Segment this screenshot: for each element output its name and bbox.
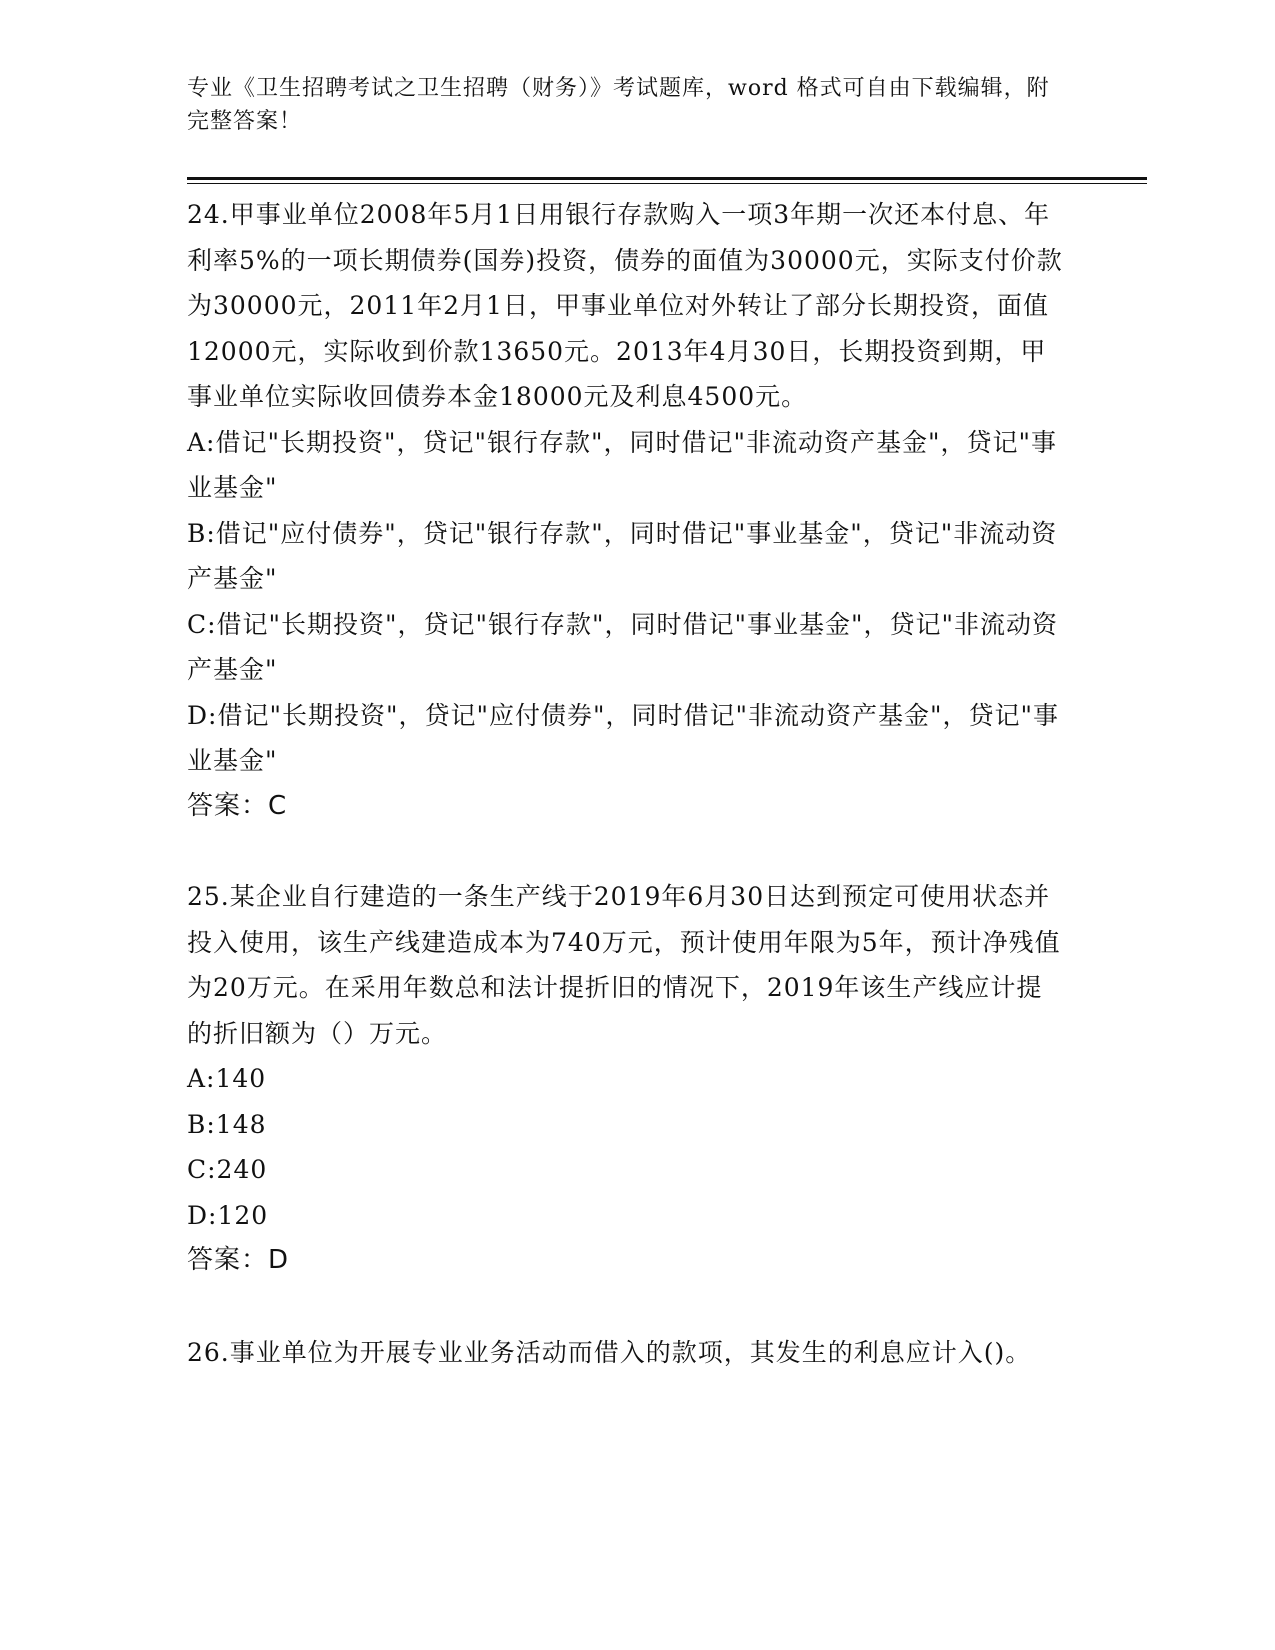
option-a: A:140 [187,1064,267,1093]
option-b: B:借记"应付债券"，贷记"银行存款"，同时借记"事业基金"，贷记"非流动资产基金" [187,518,1058,593]
page-header: 专业《卫生招聘考试之卫生招聘（财务）》考试题库，word 格式可自由下载编辑，附完整答案！ [187,76,1050,134]
answer-label: 答案：D [187,1245,290,1275]
option-c: C:借记"长期投资"，贷记"银行存款"，同时借记"事业基金"，贷记"非流动资产基金" [187,609,1059,684]
question-stem: 26.事业单位为开展专业业务活动而借入的款项，其发生的利息应计入()。 [187,1337,1032,1367]
option-d: D:借记"长期投资"，贷记"应付债券"，同时借记"非流动资产基金"，贷记"事业基金" [187,700,1059,775]
answer-label: 答案：C [187,790,288,821]
header-rule-thick [187,177,1147,180]
option-b: B:148 [187,1109,267,1139]
option-c: C:240 [187,1155,268,1184]
question-stem: 25.某企业自行建造的一条生产线于2019年6月30日达到预定可使用状态并投入使用，该生产线建造成本为740万元，预计使用年限为5年，预计净残值为20万元。在采用年数总和法计提折旧的情况下，2019年该生产线应计提的折旧额为（）万元。 [187,882,1061,1048]
option-a: A:借记"长期投资"，贷记"银行存款"，同时借记"非流动资产基金"，贷记"事业基金" [187,427,1057,502]
header-rule-thin [187,183,1147,184]
option-d: D:120 [187,1200,269,1230]
question-stem: 24.甲事业单位2008年5月1日用银行存款购入一项3年期一次还本付息、年利率5%的一项长期债券(国券)投资，债券的面值为30000元，实际支付价款为30000元，2011年2月1日，甲事业单位对外转让了部分长期投资，面值12000元，实际收到价款13650元。2013年4月30日，长期投资到期，甲事业单位实际收回债券本金18000元及利息4500元。 [187,200,1063,411]
question-list [187,192,1067,1375]
question-24 [187,192,1067,829]
question-25 [187,874,1067,1284]
question-26 [187,1330,1067,1376]
